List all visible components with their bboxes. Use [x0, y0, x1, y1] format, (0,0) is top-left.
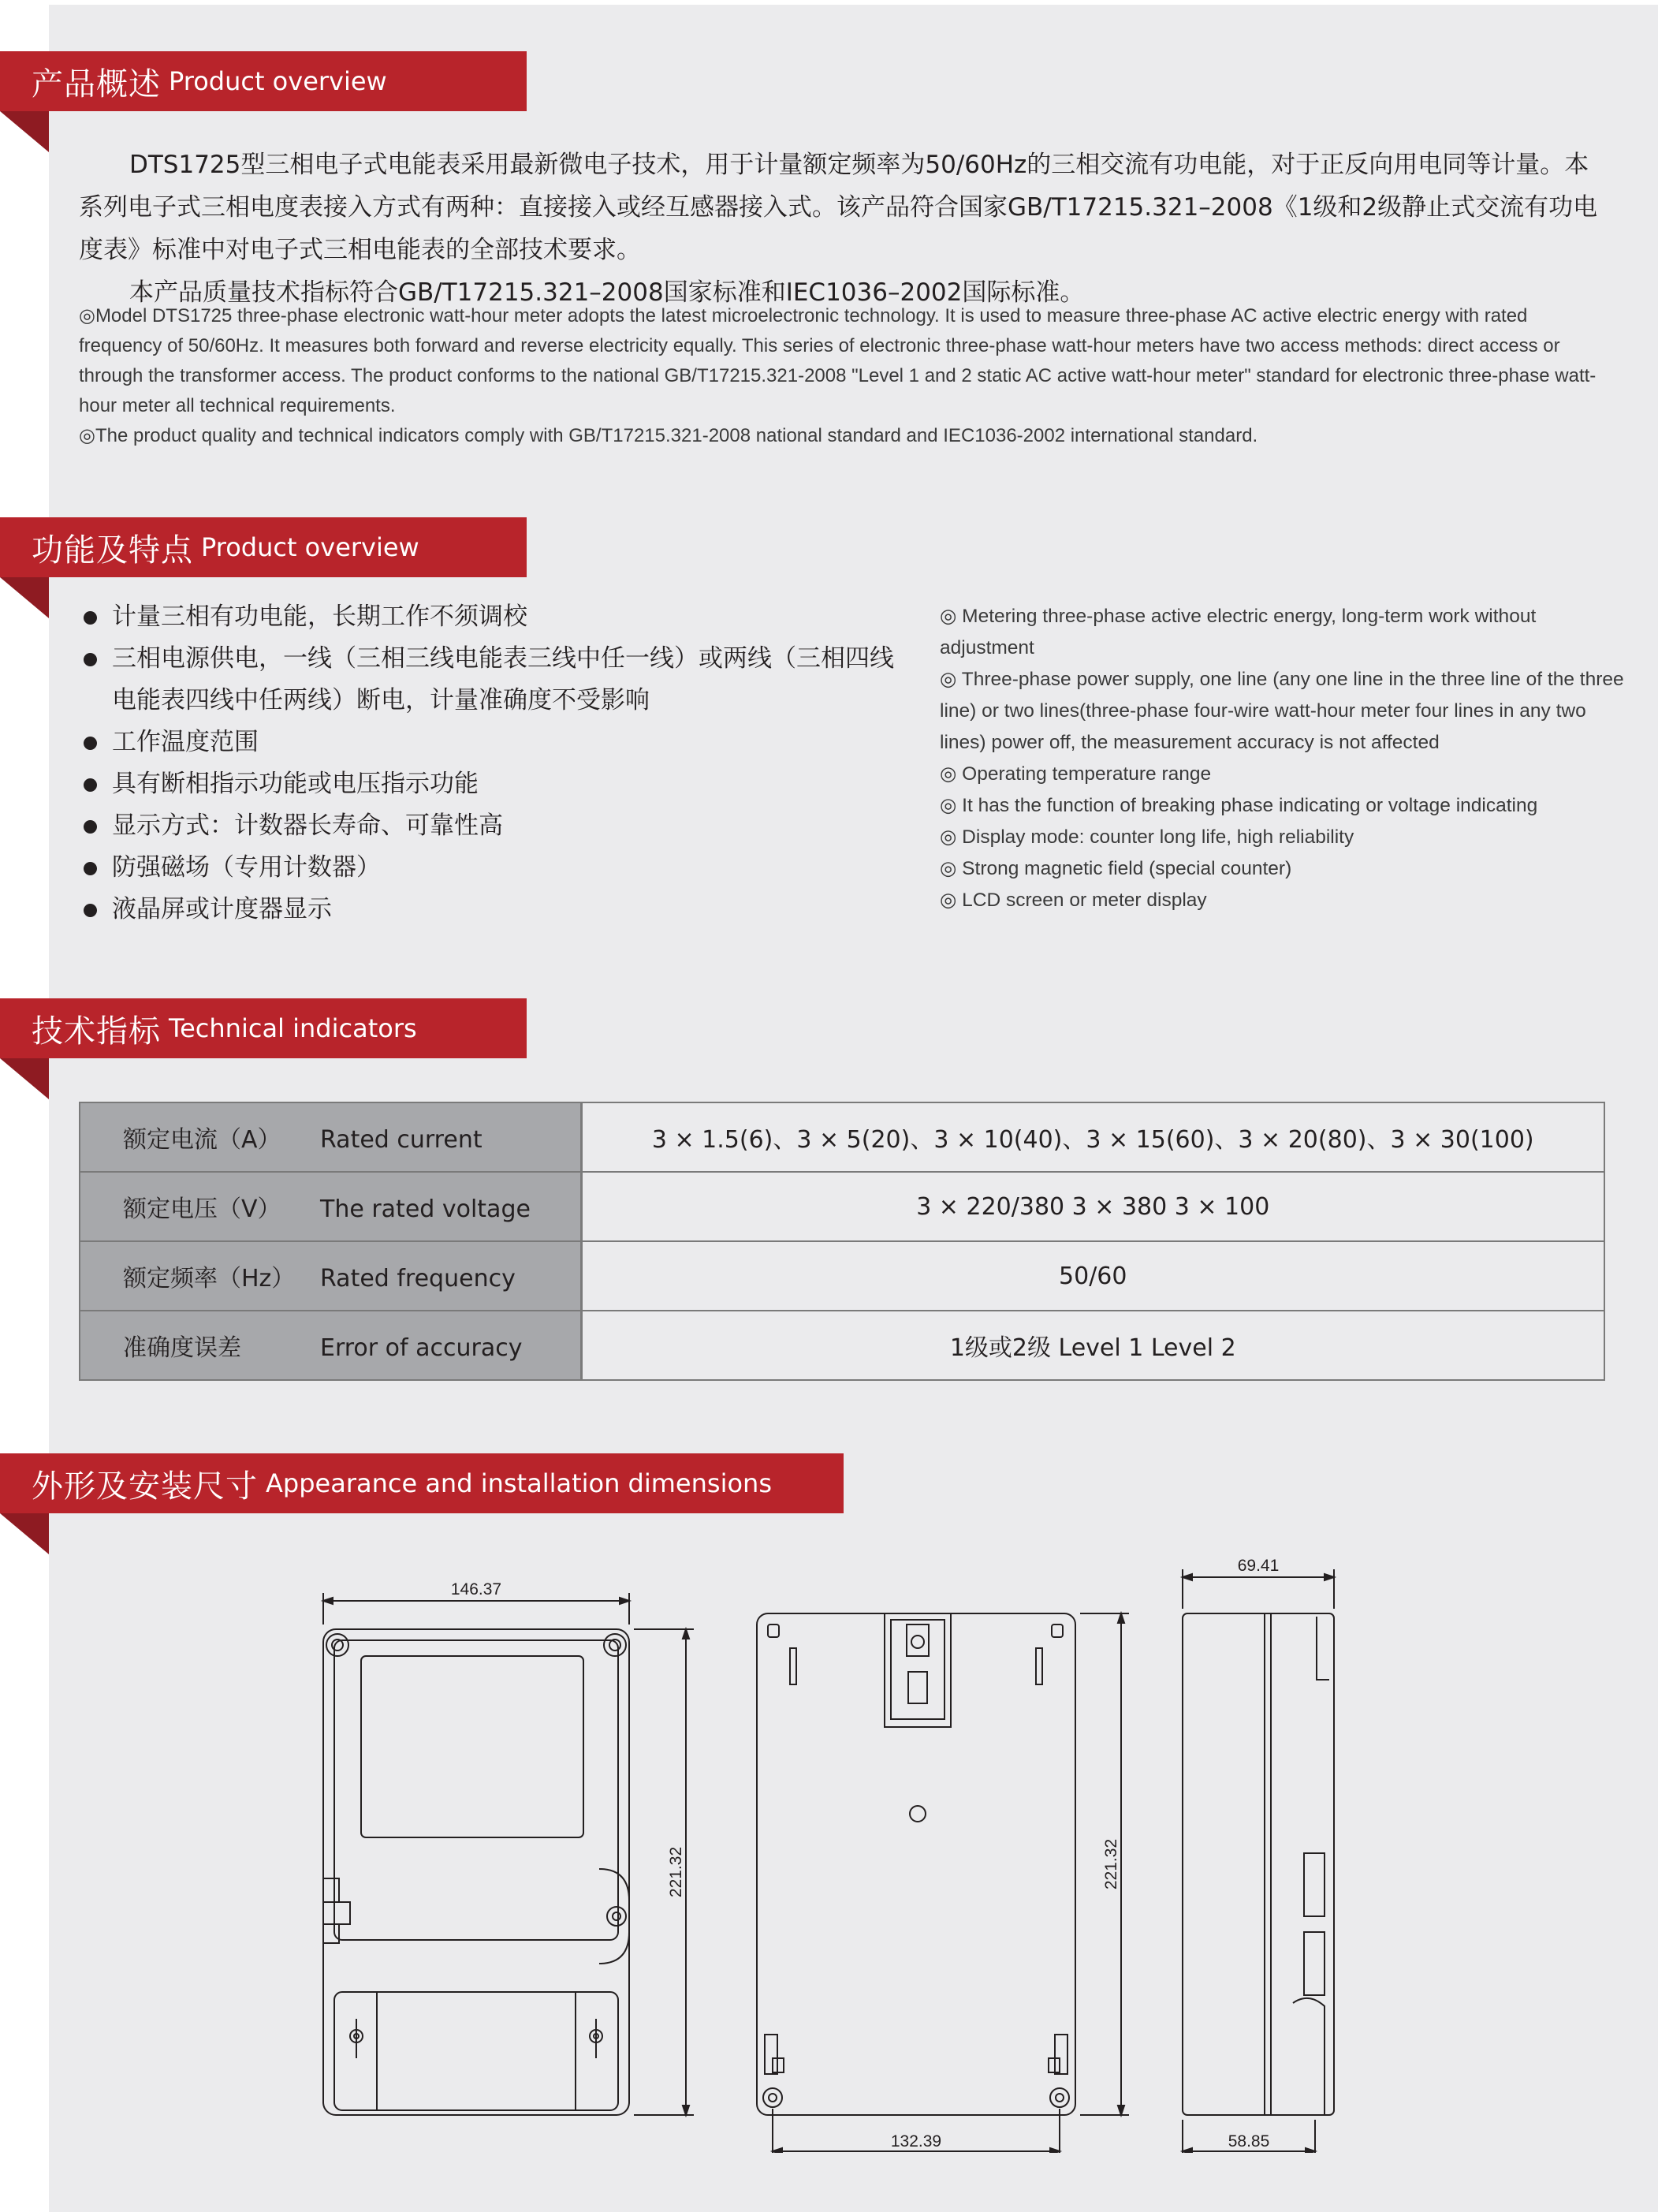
- spec-label-cn: 额定频率（Hz）: [123, 1265, 296, 1293]
- overview-paragraph-2: 本产品质量技术指标符合GB/T17215.321–2008国家标准和IEC1036–2002国际标准。: [129, 278, 1085, 307]
- overview-paragraph-1: DTS1725型三相电子式电能表采用最新微电子技术，用于计量额定频率为50/60Hz的三相交流有功电能，对于正反向用电同等计量。本系列电子式三相电度表接入方式有两种：直接接入或经互感器接入式。该产品符合国家GB/T17215.321–2008《1级和2级静止式交流有功电度表》标准中对电子式三相电能表的全部技术要求。: [79, 151, 1598, 264]
- spec-label: [80, 1241, 581, 1311]
- header-fold: [0, 111, 49, 152]
- spec-label-en: Rated frequency: [320, 1265, 516, 1293]
- section-header-dimensions: [0, 1453, 844, 1513]
- back-view: [757, 1613, 1129, 2153]
- list-item: 液晶屏或计度器显示: [79, 889, 915, 931]
- list-item: 工作温度范围: [79, 722, 915, 763]
- spec-label-cn: 额定电压（V）: [123, 1196, 281, 1223]
- front-view: [323, 1593, 694, 2115]
- list-item: ◎ Three-phase power supply, one line (any one line in the three line of the three line) or two lines(three-phase four-wire watt-hour meter four lines in any two lines) power off, the measurement accuracy is not affected: [940, 669, 1624, 753]
- section-header-technical: [0, 998, 527, 1058]
- table-row: [80, 1102, 1604, 1172]
- list-item: ◎ Metering three-phase active electric energy, long-term work without adjustment: [940, 606, 1537, 658]
- list-item: ◎ Operating temperature range: [940, 763, 1212, 785]
- spec-value: 1级或2级 Level 1 Level 2: [581, 1311, 1604, 1380]
- dim-side-depth-top: 69.41: [1237, 1557, 1280, 1575]
- section-title-en: Product overview: [169, 66, 387, 96]
- features-list-en: [940, 601, 1634, 916]
- dim-side-depth-bottom: 58.85: [1228, 2132, 1270, 2150]
- section-title-cn: 功能及特点: [32, 532, 193, 569]
- dim-front-height: 221.32: [667, 1846, 685, 1898]
- spec-value: 3 × 220/380 3 × 380 3 × 100: [581, 1172, 1604, 1241]
- dim-back-height: 221.32: [1102, 1838, 1120, 1890]
- overview-text-en: [79, 301, 1608, 451]
- section-title-cn: 外形及安装尺寸: [32, 1468, 258, 1505]
- list-item: ◎ Display mode: counter long life, high reliability: [940, 826, 1354, 848]
- spec-label: [80, 1311, 581, 1380]
- list-item: 计量三相有功电能，长期工作不须调校: [79, 596, 915, 638]
- table-row: [80, 1241, 1604, 1311]
- section-title-en: Appearance and installation dimensions: [266, 1468, 772, 1498]
- table-row: [80, 1172, 1604, 1241]
- overview-text-cn: [79, 144, 1608, 314]
- spec-label: [80, 1102, 581, 1172]
- header-fold: [0, 577, 49, 618]
- side-view: [1183, 1569, 1334, 2153]
- spec-label-en: Rated current: [320, 1126, 482, 1154]
- overview-en-paragraph-1: ◎Model DTS1725 three-phase electronic watt-hour meter adopts the latest microelectronic technology. It is used to measure three-phase AC active electric energy with rated frequency of 50/60Hz. It measures both forward and reverse electricity equally. This series of electronic three-phase watt-hour meters have two access methods: direct access or through the transformer access. The product conforms to the national GB/T17215.321-2008 "Level 1 and 2 static AC active watt-hour meter" standard for electronic three-phase watt-hour meter all technical requirements.: [79, 305, 1597, 416]
- list-item: ◎ LCD screen or meter display: [940, 890, 1207, 911]
- dim-back-mount-width: 132.39: [890, 2132, 942, 2150]
- spec-value: 3 × 1.5(6)、3 × 5(20)、3 × 10(40)、3 × 15(60)、3 × 20(80)、3 × 30(100): [581, 1102, 1604, 1172]
- overview-en-paragraph-2: ◎The product quality and technical indicators comply with GB/T17215.321-2008 national standard and IEC1036-2002 international standard.: [79, 425, 1258, 446]
- section-header-overview: [0, 51, 527, 111]
- list-item: 三相电源供电，一线（三相三线电能表三线中任一线）或两线（三相四线电能表四线中任两线）断电，计量准确度不受影响: [79, 638, 915, 722]
- list-item: 具有断相指示功能或电压指示功能: [79, 763, 915, 805]
- dim-front-width: 146.37: [450, 1580, 502, 1598]
- section-header-features: [0, 517, 527, 577]
- features-list-cn: [79, 596, 915, 931]
- spec-label-en: Error of accuracy: [320, 1334, 523, 1362]
- header-fold: [0, 1058, 49, 1099]
- list-item: ◎ It has the function of breaking phase indicating or voltage indicating: [940, 795, 1538, 816]
- spec-label-en: The rated voltage: [320, 1196, 531, 1223]
- table-row: [80, 1311, 1604, 1380]
- spec-label-cn: 准确度误差: [123, 1334, 241, 1362]
- list-item: ◎ Strong magnetic field (special counter): [940, 858, 1292, 879]
- list-item: 显示方式：计数器长寿命、可靠性高: [79, 805, 915, 847]
- section-title-en: Product overview: [201, 532, 419, 562]
- dimension-drawing: [300, 1554, 1356, 2153]
- list-item: 防强磁场（专用计数器）: [79, 847, 915, 889]
- spec-value: 50/60: [581, 1241, 1604, 1311]
- header-fold: [0, 1513, 49, 1554]
- spec-table: [79, 1102, 1605, 1381]
- spec-label: [80, 1172, 581, 1241]
- section-title-en: Technical indicators: [169, 1013, 417, 1043]
- section-title-cn: 技术指标: [32, 1013, 161, 1050]
- section-title-cn: 产品概述: [32, 65, 161, 103]
- spec-label-cn: 额定电流（A）: [123, 1126, 281, 1154]
